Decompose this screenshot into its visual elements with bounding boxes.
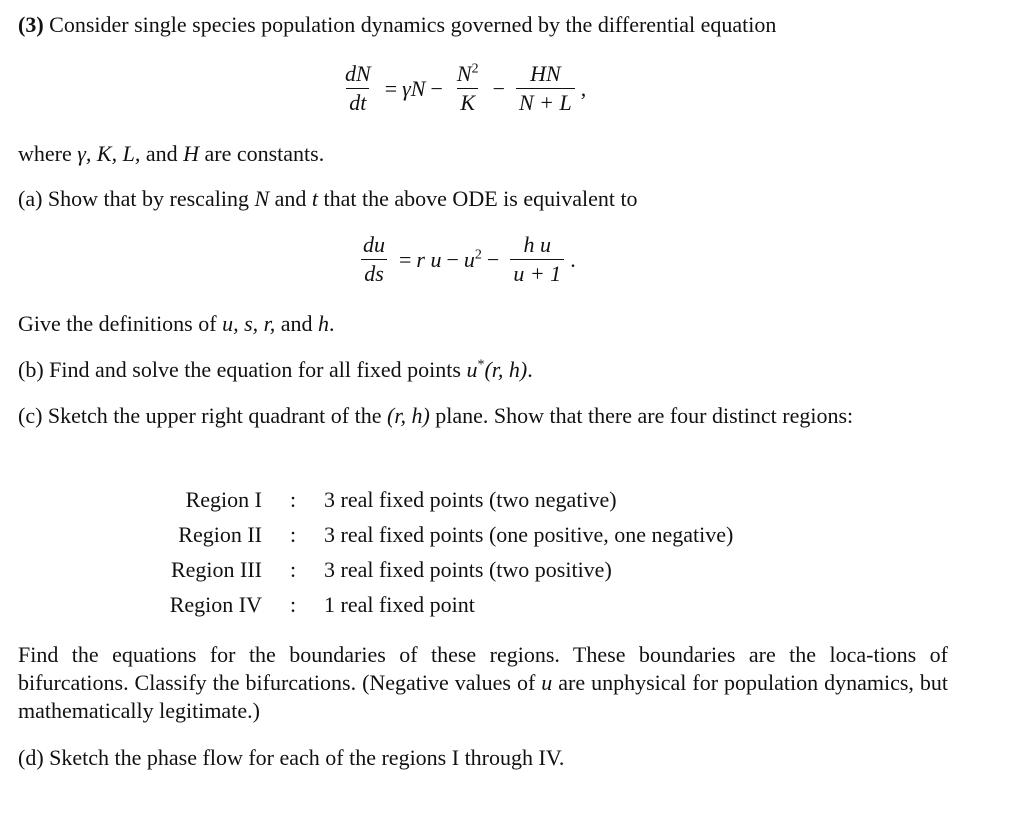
region-colon: : xyxy=(289,591,297,617)
fraction-hu-u1: $\frac{\text{h u}}{u + 1}$ xyxy=(510,233,564,286)
region-name: Region III xyxy=(170,556,262,582)
region-description: 3 real fixed points (one positive, one negative) xyxy=(324,521,734,547)
problem-number: (3) xyxy=(18,12,44,37)
problem-intro xyxy=(18,11,948,39)
part-c-text: (c) Sketch the upper right quadrant of the (r, h) plane. Show that there are four distinct regions: xyxy=(18,403,854,428)
part-a-text: (a) Show that by rescaling N and t that the above ODE is equivalent to xyxy=(18,186,638,211)
region-row xyxy=(150,552,733,587)
region-row xyxy=(150,482,733,517)
equation-rescaled-ode: $\frac{du}{ds}$ = r u − $u^2$ − $\frac{\text{h u}}{u + 1}$ . xyxy=(354,233,576,286)
region-row xyxy=(150,587,733,622)
part-b-text: (b) Find and solve the equation for all fixed points u*(r, h). xyxy=(18,357,533,382)
constants-line: where γ, K, L, and H are constants. xyxy=(18,141,325,166)
fraction-hn-nl: $\frac{HN}{N + L}$ xyxy=(516,62,575,115)
region-colon: : xyxy=(289,486,297,512)
region-colon: : xyxy=(289,521,297,547)
boundaries-paragraph: Find the equations for the boundaries of these regions. These boundaries are the loca-tions of bifurcations. Classify the bifurcations. (Negative values of u are unphysical for population dynamics, but mathematically legitimate.) xyxy=(18,642,948,723)
fraction-dn-dt: $\frac{dN}{dt}$ xyxy=(345,61,371,115)
fraction-du-ds: $\frac{du}{ds}$ xyxy=(363,232,385,286)
region-name: Region IV xyxy=(169,591,262,617)
part-d-text: (d) Sketch the phase flow for each of the regions I through IV. xyxy=(18,745,565,770)
fraction-n2-k: $\frac{N^2}{K}$ xyxy=(456,61,479,115)
region-description: 3 real fixed points (two positive) xyxy=(324,556,612,582)
region-description: 1 real fixed point xyxy=(324,591,475,617)
problem-intro-text: Consider single species population dynamics governed by the differential equation xyxy=(49,12,777,37)
region-row xyxy=(150,517,733,552)
region-name: Region I xyxy=(185,486,262,512)
region-name: Region II xyxy=(178,521,262,547)
definitions-line: Give the definitions of u, s, r, and h. xyxy=(18,311,335,336)
equation-population-ode: $\frac{dN}{dt}$ = γN − $\frac{N^2}{K}$ − $\frac{HN}{N + L}$ , xyxy=(336,62,586,115)
region-colon: : xyxy=(289,556,297,582)
region-description: 3 real fixed points (two negative) xyxy=(324,486,617,512)
regions-table xyxy=(150,482,733,622)
